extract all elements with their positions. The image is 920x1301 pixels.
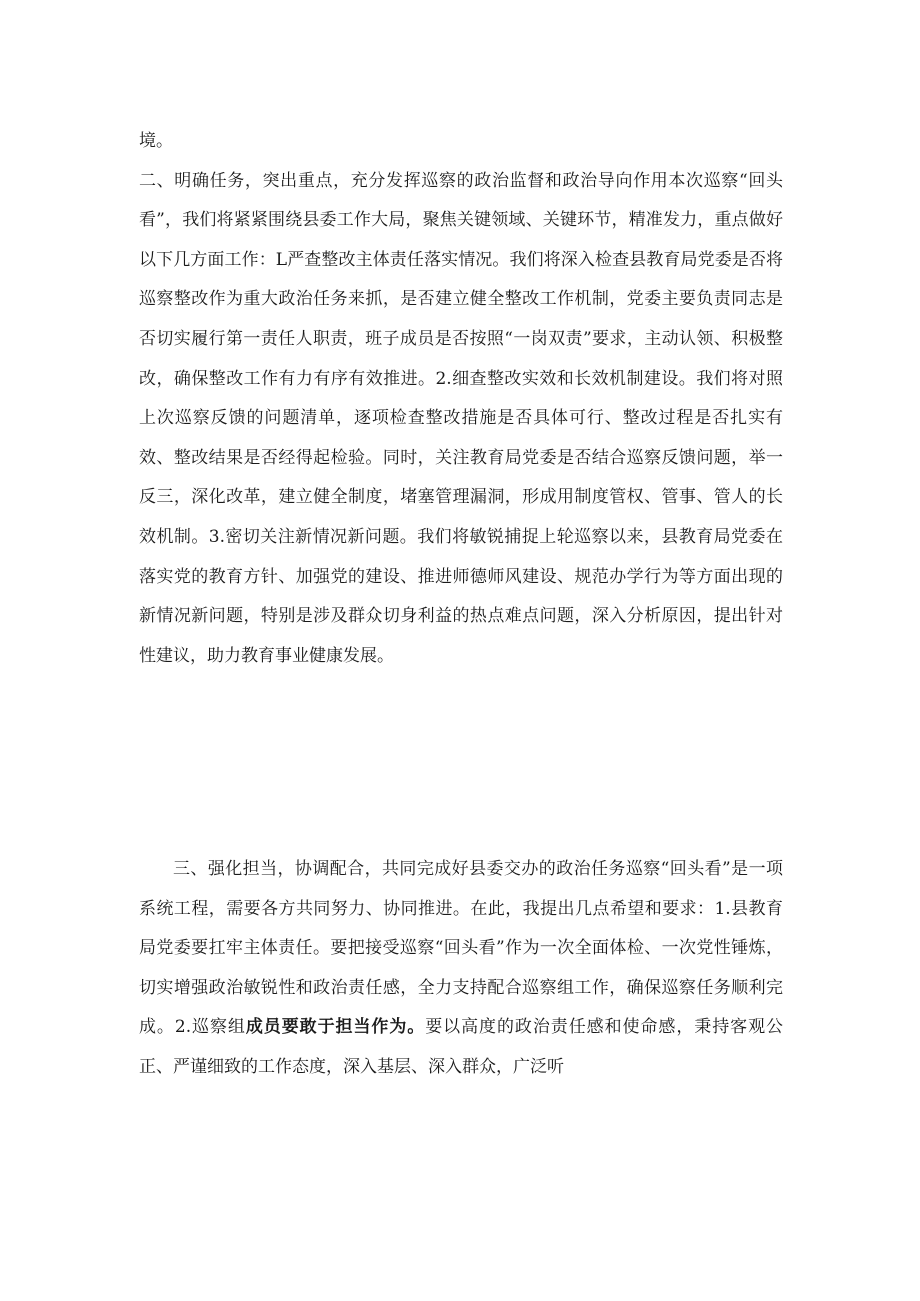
- paragraph-section-three: [139, 850, 783, 1088]
- paragraph-section-two: 二、明确任务，突出重点，充分发挥巡察的政治监督和政治导向作用本次巡察“回头看”，我们将紧紧围绕县委工作大局，聚焦关键领域、关键环节，精准发力，重点做好以下几方面工作：L严查整改主体责任落实情况。我们将深入检查县教育局党委是否将巡察整改作为重大政治任务来抓，是否建立健全整改工作机制，党委主要负责同志是否切实履行第一责任人职责，班子成员是否按照“一岗双责”要求，主动认领、积极整改，确保整改工作有力有序有效推进。2.细查整改实效和长效机制建设。我们将对照上次巡察反馈的问题清单，逐项检查整改措施是否具体可行、整改过程是否扎实有效、整改结果是否经得起检验。同时，关注教育局党委是否结合巡察反馈问题，举一反三，深化改革，建立健全制度，堵塞管理漏洞，形成用制度管权、管事、管人的长效机制。3.密切关注新情况新问题。我们将敏锐捕捉上轮巡察以来，县教育局党委在落实党的教育方针、加强党的建设、推进师德师风建设、规范办学行为等方面出现的新情况新问题，特别是涉及群众切身利益的热点难点问题，深入分析原因，提出针对性建议，助力教育事业健康发展。: [139, 170, 783, 666]
- paragraph-fragment: 境。: [139, 131, 173, 151]
- document-body-bottom: [139, 850, 783, 1088]
- paragraph-section-three-text-a: 三、强化担当，协调配合，共同完成好县委交办的政治任务巡察“回头看”是一项系统工程，需要各方共同努力、协同推进。在此，我提出几点希望和要求：1.县教育局党委要扛牢主体责任。要把接受巡察“回头看”作为一次全面体检、一次党性锤炼，切实增强政治敏锐性和政治责任感，全力支持配合巡察组工作，确保巡察任务顺利完成。2.巡察组: [139, 859, 783, 1038]
- paragraph-section-three-bold-text: 成员要敢于担当作为。: [245, 1017, 426, 1038]
- paragraph-section-three-text-b: 要以高度的政治责任感和使命感，秉持客观公正、严谨细致的工作态度，深入基层、深入群众，广泛听: [139, 1017, 784, 1077]
- document-body-top: [139, 122, 783, 676]
